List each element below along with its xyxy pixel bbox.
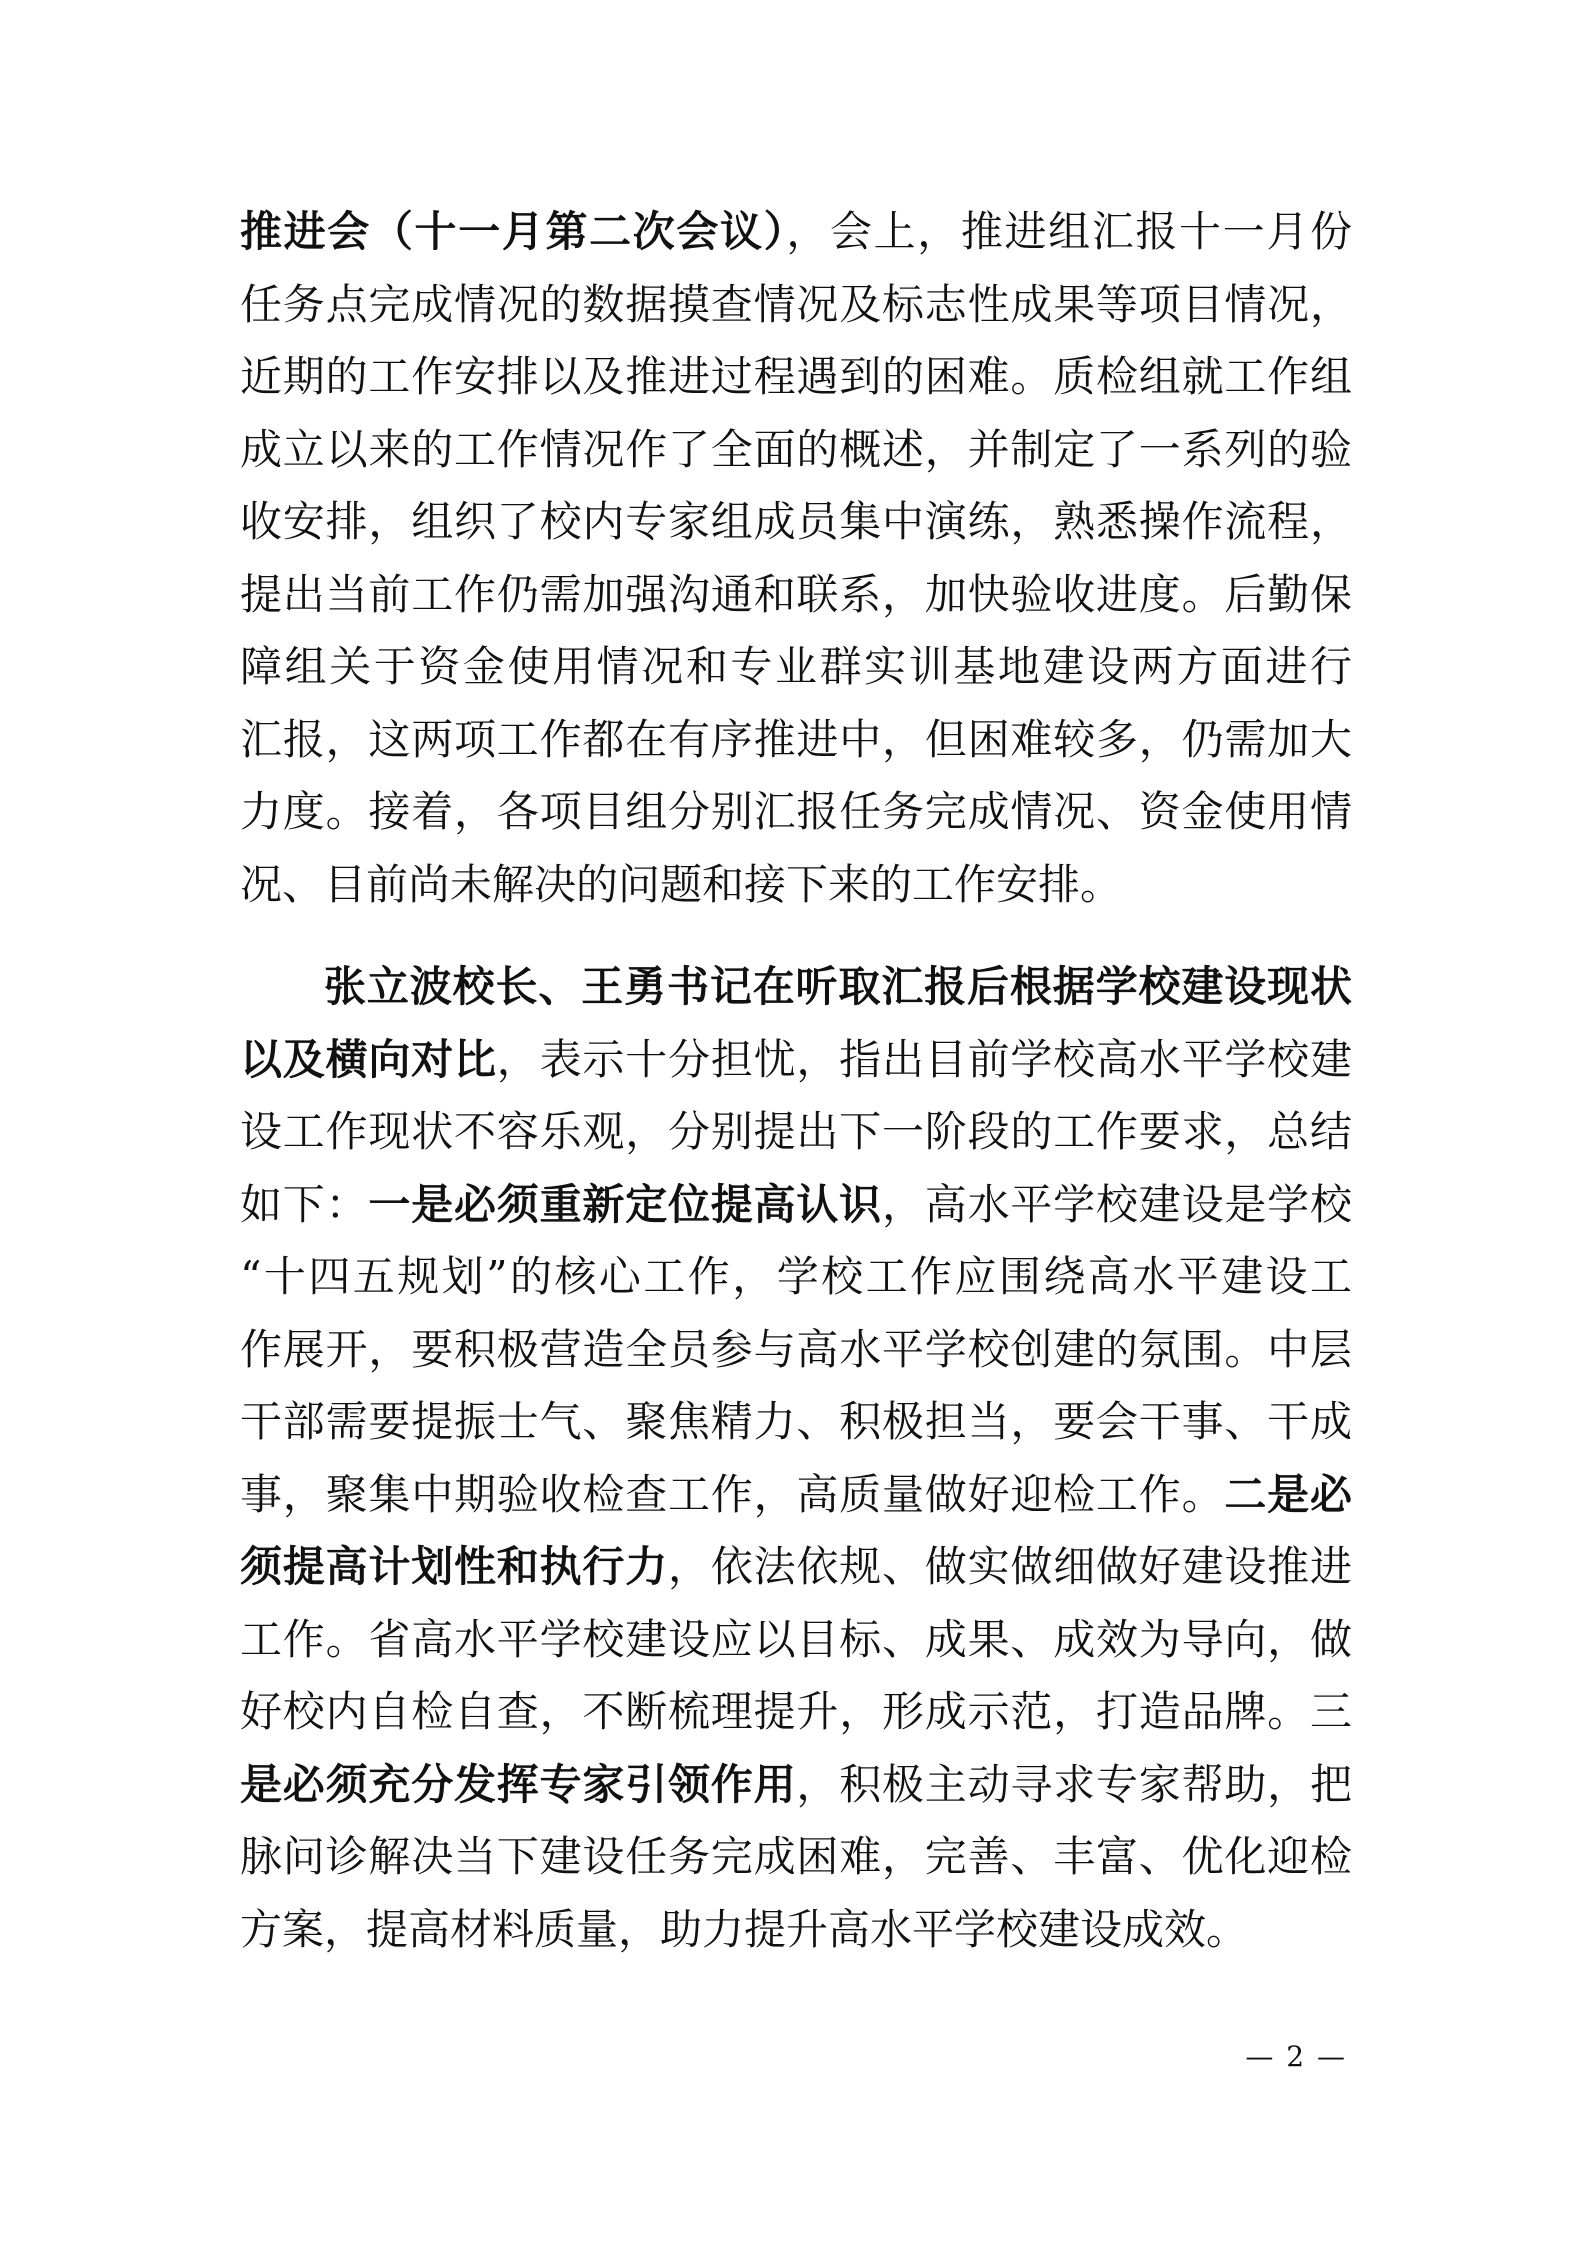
paragraph-gap — [240, 921, 1352, 951]
text-line — [240, 414, 1352, 487]
text-line — [240, 269, 1352, 342]
text-line — [240, 1676, 1352, 1749]
text-line — [240, 1169, 1352, 1242]
text-run: ，依法依规、做实做细做好建设推进 — [668, 1542, 1352, 1591]
text-run: 障组关于资金使用情况和专业群实训基地建设两方面进行 — [240, 642, 1352, 691]
text-run: 况、目前尚未解决的问题和接下来的工作安排。 — [240, 859, 1123, 909]
text-line — [240, 1749, 1352, 1822]
body-text — [240, 196, 1352, 1966]
text-line — [240, 1386, 1352, 1459]
paragraph-leadership-remarks — [240, 951, 1352, 1966]
text-line — [240, 1241, 1352, 1314]
text-run: 收安排，组织了校内专家组成员集中演练，熟悉操作流程， — [240, 497, 1352, 546]
text-line — [240, 196, 1352, 269]
text-run: 设工作现状不容乐观，分别提出下一阶段的工作要求，总结 — [240, 1107, 1352, 1156]
text-run: ，高水平学校建设是学校 — [881, 1179, 1352, 1229]
text-line — [240, 849, 1352, 922]
text-line — [240, 486, 1352, 559]
text-line — [240, 704, 1352, 777]
text-line — [240, 1894, 1352, 1967]
text-run: ，积极主动寻求专家帮助，把 — [796, 1759, 1352, 1809]
text-line — [240, 1604, 1352, 1677]
text-run: 近期的工作安排以及推进过程遇到的困难。质检组就工作组 — [240, 352, 1352, 401]
text-line — [240, 951, 1352, 1024]
text-run: 任务点完成情况的数据摸查情况及标志性成果等项目情况， — [240, 279, 1352, 329]
text-line — [240, 776, 1352, 849]
bold-text-run: 推进会（十一月第二次会议） — [240, 207, 787, 256]
text-line — [240, 1459, 1352, 1532]
bold-text-run: 二是必 — [1224, 1469, 1352, 1519]
text-run: 事，聚集中期验收检查工作，高质量做好迎检工作。 — [240, 1469, 1225, 1519]
bold-text-run: 一是必须重新定位提高认识 — [368, 1179, 882, 1229]
text-run: 脉问诊解决当下建设任务完成困难，完善、丰富、优化迎检 — [240, 1832, 1352, 1881]
text-line — [240, 341, 1352, 414]
text-line — [240, 1024, 1352, 1097]
text-run: “十四五规划”的核心工作，学校工作应围绕高水平建设工 — [240, 1252, 1352, 1301]
text-run: ，表示十分担忧，指出目前学校高水平学校建 — [496, 1034, 1352, 1084]
paragraph-meeting-report — [240, 196, 1352, 921]
text-line — [240, 1821, 1352, 1894]
text-line — [240, 1096, 1352, 1169]
text-run: 好校内自检自查，不断梳理提升，形成示范，打造品牌。三 — [240, 1687, 1352, 1736]
page-number: — 2 — — [1245, 2040, 1347, 2073]
text-run: ，会上，推进组汇报十一月份 — [786, 207, 1352, 256]
text-run: 力度。接着，各项目组分别汇报任务完成情况、资金使用情 — [240, 787, 1352, 836]
bold-text-run: 是必须充分发挥专家引领作用 — [240, 1759, 797, 1809]
text-line — [240, 559, 1352, 632]
text-run: 汇报，这两项工作都在有序推进中，但困难较多，仍需加大 — [240, 714, 1352, 764]
text-run: 方案，提高材料质量，助力提升高水平学校建设成效。 — [240, 1904, 1249, 1954]
text-line — [240, 1531, 1352, 1604]
text-line — [240, 631, 1352, 704]
text-run: 提出当前工作仍需加强沟通和联系，加快验收进度。后勤保 — [240, 569, 1352, 619]
bold-text-run: 以及横向对比 — [240, 1034, 497, 1084]
text-run: 成立以来的工作情况作了全面的概述，并制定了一系列的验 — [240, 424, 1352, 474]
text-run: 干部需要提振士气、聚焦精力、积极担当，要会干事、干成 — [240, 1397, 1352, 1446]
text-run: 如下： — [240, 1179, 369, 1229]
text-run: 作展开，要积极营造全员参与高水平学校创建的氛围。中层 — [240, 1324, 1352, 1374]
text-run: 工作。省高水平学校建设应以目标、成果、成效为导向，做 — [240, 1614, 1352, 1664]
bold-text-run: 须提高计划性和执行力 — [240, 1542, 668, 1591]
bold-text-run: 张立波校长、王勇书记在听取汇报后根据学校建设现状 — [324, 962, 1352, 1011]
text-line — [240, 1314, 1352, 1387]
